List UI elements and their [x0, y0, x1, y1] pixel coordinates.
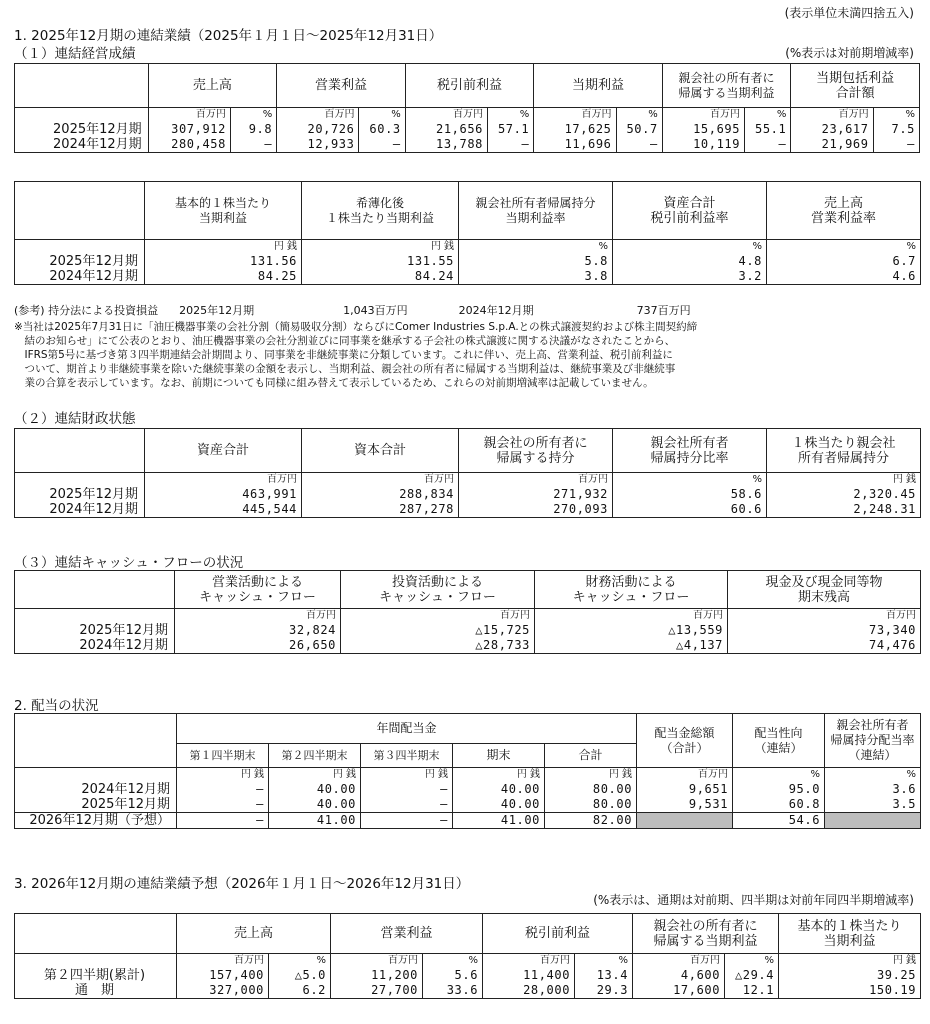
header-line: 税引前利益 — [436, 78, 502, 93]
value-cell: 26,650 — [175, 638, 341, 654]
ref-unit-2: 百万円 — [657, 304, 691, 317]
value-cell: 21,969 — [791, 137, 873, 153]
value-cell: 12.1 — [725, 983, 779, 999]
value-cell: 2,320.45 — [767, 487, 921, 502]
header-line: 現金及び現金同等物 — [765, 574, 883, 590]
unit-cell: % — [269, 954, 331, 969]
header-fc-revenue — [177, 914, 331, 954]
note-line: ついて、期首より非継続事業を除いた継続事業の金額を表示し、当期利益、親会社の所有者に帰属する当期利益は、継続事業及び非継続事 — [14, 363, 676, 375]
value-cell: 131.55 — [302, 254, 459, 269]
unit-cell: 百万円 — [535, 609, 728, 624]
value-cell: 5.6 — [423, 968, 483, 983]
table-row — [15, 813, 921, 829]
fc-pct-note: (%表示は、通期は対前期、四半期は対前年同四半期増減率) — [593, 893, 914, 907]
header-line: 資産合計 — [663, 195, 716, 211]
note-line: 結のお知らせ」にて公表のとおり、油圧機器事業の会社分割並びに同事業を継承する子会社の株式譲渡に関する決議がなされたことから、 — [14, 335, 676, 347]
table-row — [15, 797, 921, 813]
value-cell: 23,617 — [791, 122, 873, 137]
unit-cell: 百万円 — [177, 954, 269, 969]
value-cell: 327,000 — [177, 983, 269, 999]
value-cell: 15,695 — [662, 122, 744, 137]
value-cell: 58.6 — [613, 487, 767, 502]
value-cell: 11,696 — [534, 137, 616, 153]
header-line: 投資活動による — [391, 574, 483, 590]
value-cell: △28,733 — [341, 638, 535, 654]
operating-results-table — [14, 63, 920, 153]
header-line: 配当金総額 — [654, 725, 715, 740]
unit-row — [15, 108, 920, 123]
unit-label-blank — [15, 954, 177, 969]
unit-cell: 円 銭 — [145, 240, 302, 255]
value-cell: 4,600 — [633, 968, 725, 983]
value-cell: 9.8 — [230, 122, 276, 137]
value-cell: 40.00 — [453, 797, 545, 813]
row-label: 2024年12月期 — [15, 502, 145, 518]
header-line: キャッシュ・フロー — [199, 589, 316, 605]
header-total-assets — [145, 429, 302, 473]
value-cell: 13,788 — [405, 137, 487, 153]
ref-equity-method — [14, 304, 691, 318]
unit-row — [15, 954, 921, 969]
ref-unit-1: 百万円 — [374, 304, 408, 317]
unit-cell: % — [459, 240, 613, 255]
value-cell: 21,656 — [405, 122, 487, 137]
unit-row — [15, 768, 921, 783]
value-cell: 60.3 — [359, 122, 405, 137]
header-comprehensive-income — [791, 64, 920, 108]
header-blank — [15, 182, 145, 240]
header-line: 帰属する当期利益 — [653, 933, 758, 949]
header-op-margin — [767, 182, 921, 240]
row-label: 2025年12月期 — [15, 487, 145, 502]
value-cell: 4.6 — [767, 269, 921, 285]
value-cell: 280,458 — [148, 137, 230, 153]
unit-label-blank — [15, 768, 177, 783]
discontinued-ops-note — [14, 320, 697, 390]
value-cell: 157,400 — [177, 968, 269, 983]
header-line: 財務活動による — [585, 574, 677, 590]
unit-row — [15, 240, 921, 255]
row-label: 第２四半期(累計) — [15, 968, 177, 983]
unit-cell: % — [733, 768, 825, 783]
s1a-pct-note: (%表示は対前期増減率) — [785, 46, 914, 60]
value-cell: 32,824 — [175, 623, 341, 638]
table-row — [15, 782, 921, 797]
ref-period-2: 2024年12月期 — [458, 304, 534, 317]
header-line: 税引前利益率 — [650, 210, 729, 226]
table-row — [15, 968, 921, 983]
table-row — [15, 254, 921, 269]
header-line: 合計額 — [835, 85, 875, 101]
header-investing-cf — [341, 571, 535, 609]
header-line: 期末残高 — [797, 589, 850, 605]
header-line: 基本的１株当たり — [174, 195, 271, 210]
header-line: 当期利益 — [823, 933, 876, 949]
value-cell: — — [359, 137, 405, 153]
row-label: 2024年12月期 — [15, 269, 145, 285]
dividend-table — [14, 713, 921, 829]
unit-cell: 百万円 — [148, 108, 230, 123]
unit-cell: 百万円 — [483, 954, 575, 969]
value-cell: 95.0 — [733, 782, 825, 797]
ref-value-1: 1,043 — [343, 304, 375, 317]
forecast-table — [14, 913, 921, 999]
unit-cell: 百万円 — [341, 609, 535, 624]
unit-cell: 百万円 — [633, 954, 725, 969]
value-cell: 60.8 — [733, 797, 825, 813]
header-pretax-profit — [405, 64, 534, 108]
unit-cell: % — [745, 108, 791, 123]
unit-label-blank — [15, 240, 145, 255]
value-cell: 11,200 — [331, 968, 423, 983]
unit-cell: % — [767, 240, 921, 255]
header-owners-profit — [662, 64, 791, 108]
header-cash-end — [728, 571, 921, 609]
header-line: 営業活動による — [211, 574, 303, 590]
header-line: 税引前利益 — [525, 926, 591, 941]
unit-cell: % — [359, 108, 405, 123]
value-cell: 12,933 — [277, 137, 359, 153]
value-cell: — — [361, 797, 453, 813]
table-row — [15, 983, 921, 999]
header-financing-cf — [535, 571, 728, 609]
header-line: 親会社の所有者に — [653, 918, 758, 934]
s1a-title: （１）連結経営成績 — [14, 46, 136, 62]
header-line: 売上高 — [192, 78, 232, 93]
unit-row — [15, 609, 921, 624]
ref-period-1: 2025年12月期 — [179, 304, 255, 317]
header-line: 当期利益 — [198, 210, 247, 225]
value-cell: — — [361, 813, 453, 829]
value-cell: — — [873, 137, 919, 153]
header-blank — [15, 429, 145, 473]
value-cell: 74,476 — [728, 638, 921, 654]
row-label: 2026年12月期（予想） — [15, 813, 177, 829]
header-line: キャッシュ・フロー — [379, 589, 496, 605]
unit-label-blank — [15, 473, 145, 488]
header-line: 当期包括利益 — [816, 70, 895, 86]
value-cell: 80.00 — [545, 797, 637, 813]
value-cell: — — [361, 782, 453, 797]
value-cell: 82.00 — [545, 813, 637, 829]
header-line: 当期利益 — [572, 78, 625, 93]
value-cell: 271,932 — [459, 487, 613, 502]
s3-title: （３）連結キャッシュ・フローの状況 — [14, 555, 244, 571]
value-cell: 41.00 — [453, 813, 545, 829]
value-cell: 40.00 — [269, 797, 361, 813]
value-cell: 2,248.31 — [767, 502, 921, 518]
header-line: 親会社所有者 — [836, 718, 909, 732]
unit-cell: 百万円 — [791, 108, 873, 123]
header-blank — [15, 714, 177, 768]
header-line: （合計） — [660, 740, 709, 755]
value-cell: 10,119 — [662, 137, 744, 153]
unit-cell: % — [613, 473, 767, 488]
header-line: 帰属持分配当率 — [830, 733, 915, 747]
section1-title: 1. 2025年12月期の連結業績（2025年１月１日〜2025年12月31日） — [14, 28, 443, 44]
unit-cell: 百万円 — [459, 473, 613, 488]
header-annual-dividend: 年間配当金 — [177, 714, 637, 744]
note-line: IFRS第5号に基づき第３四半期連結会計期間より、同事業を非継続事業に分類しています。これに伴い、売上高、営業利益、税引前利益に — [14, 349, 673, 361]
header-payout-ratio — [733, 714, 825, 768]
header-fc-operating-profit — [331, 914, 483, 954]
header-net-profit — [534, 64, 663, 108]
value-cell: 73,340 — [728, 623, 921, 638]
unit-cell: 円 銭 — [269, 768, 361, 783]
unit-cell: 百万円 — [637, 768, 733, 783]
unit-row — [15, 473, 921, 488]
value-cell: △4,137 — [535, 638, 728, 654]
value-cell: 60.6 — [613, 502, 767, 518]
value-cell: 13.4 — [575, 968, 633, 983]
header-line: 希薄化後 — [355, 195, 404, 210]
header-q2-end: 第２四半期末 — [269, 744, 361, 768]
unit-cell: 百万円 — [175, 609, 341, 624]
ref-label: (参考) 持分法による投資損益 — [14, 304, 159, 317]
table-row — [15, 623, 921, 638]
value-cell: 57.1 — [487, 122, 533, 137]
value-cell: 6.7 — [767, 254, 921, 269]
unit-cell: % — [613, 240, 767, 255]
cash-flow-table — [14, 570, 921, 654]
value-cell: 307,912 — [148, 122, 230, 137]
unit-cell: 円 銭 — [779, 954, 921, 969]
header-line: 帰属する持分 — [496, 450, 575, 466]
row-label: 2025年12月期 — [15, 623, 175, 638]
value-cell: 41.00 — [269, 813, 361, 829]
header-q1-end: 第１四半期末 — [177, 744, 269, 768]
header-line: 親会社所有者 — [650, 435, 729, 451]
value-cell: 6.2 — [269, 983, 331, 999]
table-row — [15, 137, 920, 153]
header-line: キャッシュ・フロー — [572, 589, 690, 605]
header-line: 資産合計 — [196, 443, 249, 458]
value-cell: 9,531 — [637, 797, 733, 813]
row-label: 2024年12月期 — [15, 137, 149, 153]
header-line: １株当たり親会社 — [791, 435, 896, 451]
value-cell: 39.25 — [779, 968, 921, 983]
value-cell: 9,651 — [637, 782, 733, 797]
header-operating-cf — [175, 571, 341, 609]
value-cell: 3.2 — [613, 269, 767, 285]
header-line: 基本的１株当たり — [797, 918, 902, 934]
unit-cell: 百万円 — [728, 609, 921, 624]
unit-cell: % — [616, 108, 662, 123]
value-cell: △29.4 — [725, 968, 779, 983]
value-cell: 463,991 — [145, 487, 302, 502]
unit-cell: 円 銭 — [545, 768, 637, 783]
value-cell: 5.8 — [459, 254, 613, 269]
header-q3-end: 第３四半期末 — [361, 744, 453, 768]
row-label: 2025年12月期 — [15, 797, 177, 813]
header-line: 営業利益率 — [810, 210, 876, 226]
value-cell: 17,600 — [633, 983, 725, 999]
unit-cell: 円 銭 — [302, 240, 459, 255]
value-cell: 84.24 — [302, 269, 459, 285]
value-cell: 40.00 — [453, 782, 545, 797]
table-row — [15, 269, 921, 285]
header-line: 売上高 — [234, 926, 274, 941]
value-cell: 3.8 — [459, 269, 613, 285]
unit-cell: % — [873, 108, 919, 123]
header-line: 営業利益 — [314, 78, 367, 93]
value-cell: — — [177, 782, 269, 797]
header-fc-pretax-profit — [483, 914, 633, 954]
unit-cell: % — [725, 954, 779, 969]
value-cell: 4.8 — [613, 254, 767, 269]
value-cell: 288,834 — [302, 487, 459, 502]
header-operating-profit — [277, 64, 406, 108]
value-cell — [637, 813, 733, 829]
header-line: 配当性向 — [754, 725, 803, 740]
header-fc-eps — [779, 914, 921, 954]
value-cell: 3.5 — [825, 797, 921, 813]
unit-cell: % — [423, 954, 483, 969]
header-revenue — [148, 64, 277, 108]
value-cell: 131.56 — [145, 254, 302, 269]
header-basic-eps — [145, 182, 302, 240]
header-blank — [15, 571, 175, 609]
value-cell: 3.6 — [825, 782, 921, 797]
value-cell: 7.5 — [873, 122, 919, 137]
header-diluted-eps — [302, 182, 459, 240]
header-line: 親会社の所有者に — [483, 435, 588, 451]
row-label: 2025年12月期 — [15, 254, 145, 269]
header-roe — [459, 182, 613, 240]
value-cell: 84.25 — [145, 269, 302, 285]
table-row — [15, 502, 921, 518]
unit-cell: 百万円 — [662, 108, 744, 123]
value-cell: — — [230, 137, 276, 153]
s2-title: （２）連結財政状態 — [14, 411, 136, 427]
value-cell: 80.00 — [545, 782, 637, 797]
financial-position-table — [14, 428, 921, 518]
header-line: 当期利益率 — [505, 210, 566, 225]
section3-title: 3. 2026年12月期の連結業績予想（2026年１月１日〜2026年12月31日） — [14, 876, 470, 892]
value-cell: 29.3 — [575, 983, 633, 999]
unit-cell: % — [575, 954, 633, 969]
value-cell: △13,559 — [535, 623, 728, 638]
row-label: 2024年12月期 — [15, 782, 177, 797]
row-label: 2024年12月期 — [15, 638, 175, 654]
value-cell: — — [177, 813, 269, 829]
header-blank — [15, 64, 149, 108]
value-cell: 11,400 — [483, 968, 575, 983]
unit-cell: % — [230, 108, 276, 123]
table-row — [15, 122, 920, 137]
value-cell: 27,700 — [331, 983, 423, 999]
header-line: 資本合計 — [353, 443, 406, 458]
header-owners-equity — [459, 429, 613, 473]
header-line: （連結） — [754, 740, 803, 755]
header-fc-owners-profit — [633, 914, 779, 954]
row-label: 通 期 — [15, 983, 177, 999]
header-line: 帰属する当期利益 — [678, 85, 775, 100]
per-share-table — [14, 181, 921, 285]
value-cell: 40.00 — [269, 782, 361, 797]
value-cell — [825, 813, 921, 829]
unit-cell: 百万円 — [405, 108, 487, 123]
header-line: １株当たり当期利益 — [325, 210, 434, 225]
unit-cell: % — [825, 768, 921, 783]
header-total-equity — [302, 429, 459, 473]
value-cell: 55.1 — [745, 122, 791, 137]
value-cell: 287,278 — [302, 502, 459, 518]
value-cell: — — [616, 137, 662, 153]
header-blank — [15, 914, 177, 954]
header-total: 合計 — [545, 744, 637, 768]
unit-cell: 百万円 — [534, 108, 616, 123]
value-cell: — — [177, 797, 269, 813]
header-line: 親会社の所有者に — [678, 70, 775, 85]
header-line: （連結） — [848, 748, 897, 762]
section2-title: 2. 配当の状況 — [14, 698, 99, 714]
unit-cell: 百万円 — [331, 954, 423, 969]
unit-cell: 円 銭 — [361, 768, 453, 783]
value-cell: 150.19 — [779, 983, 921, 999]
header-doe — [825, 714, 921, 768]
header-line: 売上高 — [823, 195, 863, 211]
unit-cell: 百万円 — [277, 108, 359, 123]
header-line: 所有者帰属持分 — [797, 450, 889, 466]
header-line: 親会社所有者帰属持分 — [475, 195, 596, 210]
header-line: 営業利益 — [380, 926, 433, 941]
unit-label-blank — [15, 609, 175, 624]
table-row — [15, 638, 921, 654]
note-line: ※当社は2025年7月31日に「油圧機器事業の会社分割（簡易吸収分割）ならびにComer Industries S.p.A.との株式譲渡契約および株主間契約締 — [14, 321, 698, 333]
header-roa — [613, 182, 767, 240]
value-cell: △5.0 — [269, 968, 331, 983]
table-row — [15, 487, 921, 502]
header-line: 帰属持分比率 — [650, 450, 729, 466]
value-cell: — — [487, 137, 533, 153]
value-cell: 20,726 — [277, 122, 359, 137]
header-year-end: 期末 — [453, 744, 545, 768]
note-line: 業の合算を表示しています。なお、前期についても同様に組み替えて表示しているため、これらの対前期増減率は記載していません。 — [14, 377, 654, 389]
ref-value-2: 737 — [636, 304, 658, 317]
value-cell: △15,725 — [341, 623, 535, 638]
unit-cell: % — [487, 108, 533, 123]
unit-label-blank — [15, 108, 149, 123]
unit-cell: 百万円 — [145, 473, 302, 488]
value-cell: 270,093 — [459, 502, 613, 518]
value-cell: — — [745, 137, 791, 153]
row-label: 2025年12月期 — [15, 122, 149, 137]
header-total-dividend — [637, 714, 733, 768]
unit-cell: 円 銭 — [767, 473, 921, 488]
value-cell: 28,000 — [483, 983, 575, 999]
rounding-note: (表示単位未満四捨五入) — [784, 6, 914, 20]
value-cell: 50.7 — [616, 122, 662, 137]
unit-cell: 円 銭 — [177, 768, 269, 783]
unit-cell: 円 銭 — [453, 768, 545, 783]
header-bps — [767, 429, 921, 473]
unit-cell: 百万円 — [302, 473, 459, 488]
value-cell: 54.6 — [733, 813, 825, 829]
value-cell: 445,544 — [145, 502, 302, 518]
header-equity-ratio — [613, 429, 767, 473]
value-cell: 17,625 — [534, 122, 616, 137]
value-cell: 33.6 — [423, 983, 483, 999]
